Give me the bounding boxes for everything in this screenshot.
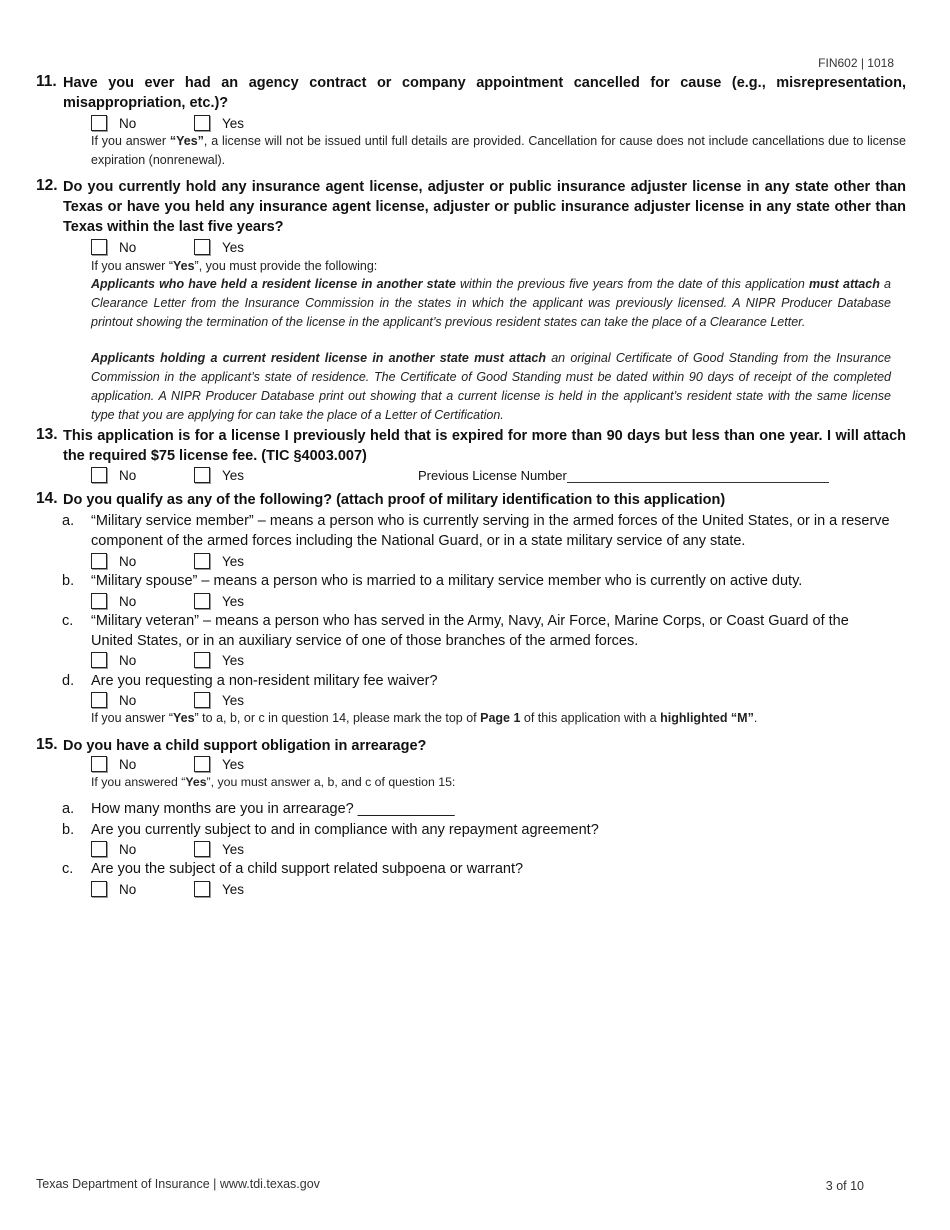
q11-no-checkbox[interactable] bbox=[91, 115, 107, 131]
q11-yes-checkbox[interactable] bbox=[194, 115, 210, 131]
q14a-options: No Yes bbox=[91, 552, 297, 570]
q14c-yes-checkbox[interactable] bbox=[194, 652, 210, 668]
q15-no-checkbox[interactable] bbox=[91, 756, 107, 772]
q13-options bbox=[91, 466, 829, 484]
question-12 bbox=[36, 177, 906, 237]
q15b-options: No Yes bbox=[91, 840, 297, 858]
question-number: 12. bbox=[36, 177, 58, 194]
q14-item-a: a. “Military service member” – means a person who is currently serving in the armed forces of the United States, or in a reserve component of the armed forces including the National Guard, or in a state military service of any state. bbox=[62, 513, 890, 549]
q12-paragraph-2: Applicants holding a current resident license in another state must attach an original Certificate of Good Standing from the Insurance Commission in the applicant’s state of residence. The Certificate of Good Standing must be dated within 90 days of receipt of the completed application. A NIPR Producer Database print out showing that a current license is held in the applicant’s resident state with the same license type that you are applying for can take the place of a Letter of Certification. bbox=[91, 351, 892, 422]
q13-yes-checkbox[interactable] bbox=[194, 467, 210, 483]
q14-item-c: c. “Military veteran” – means a person who has served in the Army, Navy, Air Force, Marine Corps, or Coast Guard of the United States, or in an auxiliary service of one of those branches of the armed forces. bbox=[62, 613, 849, 649]
q15-yes-checkbox[interactable] bbox=[194, 756, 210, 772]
footer-page-number: 3 of 10 bbox=[825, 1179, 864, 1193]
question-11 bbox=[36, 73, 906, 113]
q15-item-b: b. Are you currently subject to and in compliance with any repayment agreement? bbox=[62, 822, 599, 838]
footer-agency: Texas Department of Insurance | www.tdi.texas.gov bbox=[36, 1177, 320, 1191]
q11-note: If you answer “Yes”, a license will not be issued until full details are provided. Cancellation for cause does not include cancellations due to license expiration (nonrenewal). bbox=[91, 134, 906, 167]
question-number: 15. bbox=[36, 736, 58, 753]
q11-options bbox=[91, 114, 297, 132]
question-15 bbox=[36, 736, 906, 756]
q14d-options: No Yes bbox=[91, 691, 297, 709]
q14d-no-checkbox[interactable] bbox=[91, 692, 107, 708]
q15c-yes-checkbox[interactable] bbox=[194, 881, 210, 897]
q14a-yes-checkbox[interactable] bbox=[194, 553, 210, 569]
question-number: 13. bbox=[36, 426, 58, 443]
q15b-no-checkbox[interactable] bbox=[91, 841, 107, 857]
q14b-no-checkbox[interactable] bbox=[91, 593, 107, 609]
q12-paragraph-1: Applicants who have held a resident license in another state within the previous five years from the date of this application must attach a Clearance Letter from the Insurance Commission in the states in which the applicant was previously licensed. A NIPR Producer Database printout showing the termination of the license in the applicant’s previous resident states can take the place of a Clearance Letter. bbox=[91, 277, 891, 329]
q15-item-c: c. Are you the subject of a child support related subpoena or warrant? bbox=[62, 861, 524, 877]
q15-item-a: a. How many months are you in arrearage? ____________ bbox=[62, 801, 455, 817]
no-label: No bbox=[119, 467, 137, 483]
q12-note: If you answer “Yes”, you must provide the following: bbox=[91, 259, 378, 273]
q12-options bbox=[91, 238, 297, 256]
q14b-yes-checkbox[interactable] bbox=[194, 593, 210, 609]
q12-no-checkbox[interactable] bbox=[91, 239, 107, 255]
q14c-no-checkbox[interactable] bbox=[91, 652, 107, 668]
question-text: Do you have a child support obligation in arrearage? bbox=[63, 738, 427, 754]
yes-label: Yes bbox=[222, 239, 245, 255]
question-text: Have you ever had an agency contract or company appointment cancelled for cause (e.g., misrepresentation, misappropriation, etc.)? bbox=[63, 75, 906, 111]
q14-item-d: d. Are you requesting a non-resident military fee waiver? bbox=[62, 673, 438, 689]
no-label: No bbox=[119, 115, 137, 131]
question-text: This application is for a license I previously held that is expired for more than 90 days but less than one year. I will attach the required $75 license fee. (TIC §4003.007) bbox=[63, 428, 906, 464]
previous-license-label: Previous License Number bbox=[418, 467, 567, 483]
question-number: 14. bbox=[36, 490, 58, 507]
no-label: No bbox=[119, 239, 137, 255]
form-code: FIN602 | 1018 bbox=[818, 56, 894, 70]
question-number: 11. bbox=[36, 73, 57, 90]
yes-label: Yes bbox=[222, 467, 245, 483]
q14d-yes-checkbox[interactable] bbox=[194, 692, 210, 708]
q14c-options: No Yes bbox=[91, 651, 297, 669]
question-text: Do you qualify as any of the following? (attach proof of military identification to this application) bbox=[63, 492, 726, 508]
q14a-no-checkbox[interactable] bbox=[91, 553, 107, 569]
q12-yes-checkbox[interactable] bbox=[194, 239, 210, 255]
q13-no-checkbox[interactable] bbox=[91, 467, 107, 483]
q14-item-b: b. “Military spouse” – means a person who is married to a military service member who is currently on active duty. bbox=[62, 573, 803, 589]
yes-label: Yes bbox=[222, 115, 245, 131]
q14-note: If you answer “Yes” to a, b, or c in question 14, please mark the top of Page 1 of this application with a highlighted “M”. bbox=[91, 711, 758, 725]
q15c-no-checkbox[interactable] bbox=[91, 881, 107, 897]
q15c-options: No Yes bbox=[91, 880, 297, 898]
question-text: Do you currently hold any insurance agent license, adjuster or public insurance adjuster license in any state other than Texas or have you held any insurance agent license, adjuster or public insurance adjuster license in any state other than Texas within the last five years? bbox=[63, 179, 906, 235]
question-14 bbox=[36, 490, 906, 510]
q15-options: No Yes bbox=[91, 755, 297, 773]
q15b-yes-checkbox[interactable] bbox=[194, 841, 210, 857]
q15-note: If you answered “Yes”, you must answer a, b, and c of question 15: bbox=[91, 775, 456, 789]
previous-license-input[interactable] bbox=[567, 467, 829, 483]
q14b-options: No Yes bbox=[91, 592, 297, 610]
question-13 bbox=[36, 426, 906, 466]
